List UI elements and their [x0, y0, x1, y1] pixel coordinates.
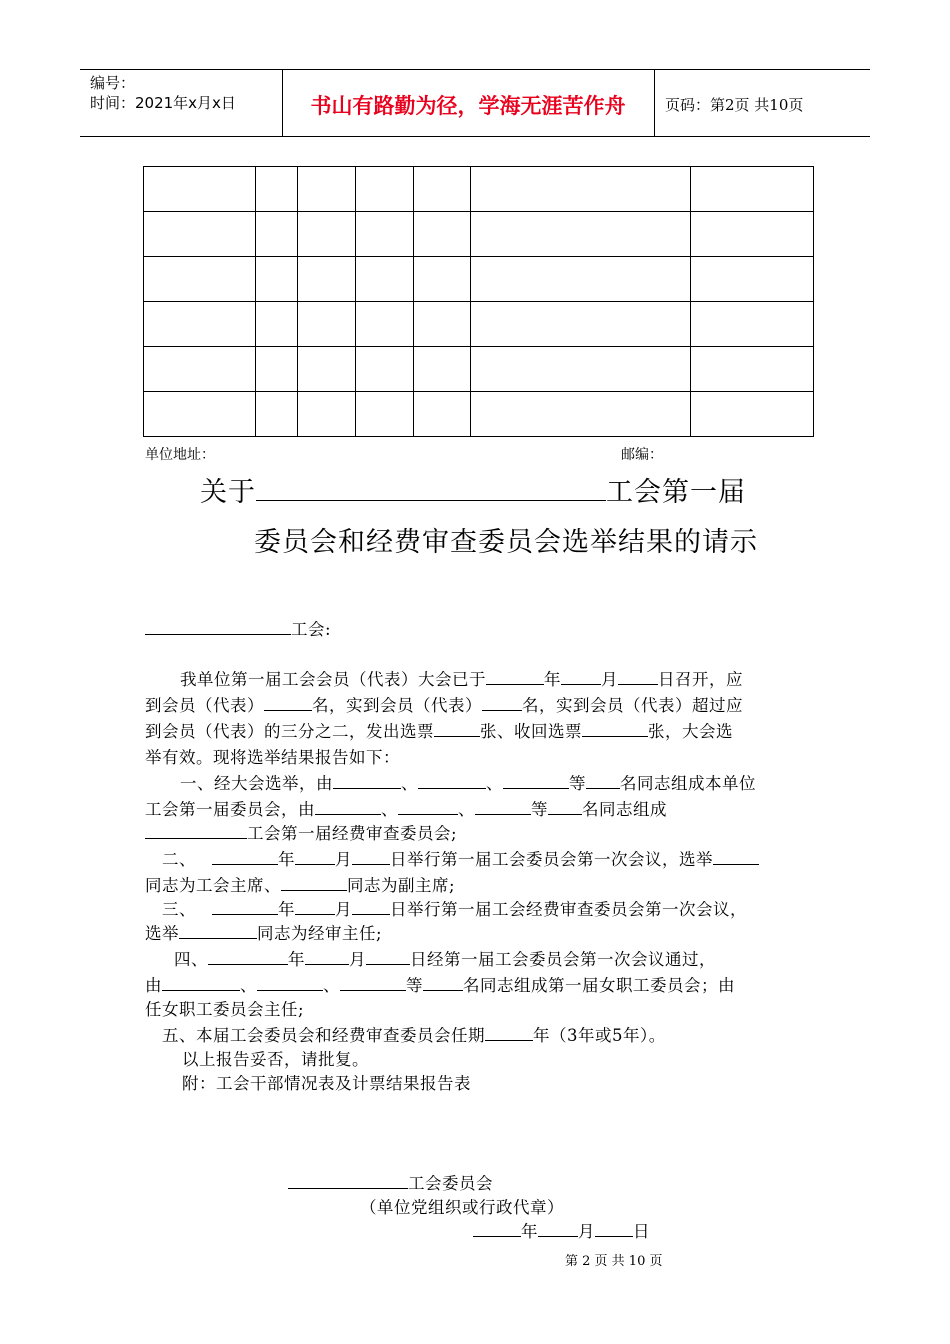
table-cell — [298, 302, 356, 347]
motto: 书山有路勤为径，学海无涯苦作舟 — [310, 93, 626, 118]
table-cell — [471, 167, 691, 212]
table-cell — [256, 212, 298, 257]
title-suffix: 工会第一届 — [606, 477, 746, 508]
header-bottom-rule — [80, 136, 870, 137]
time-label: 时间：2021年x月x日 — [90, 94, 236, 112]
signature-date: 年 月 日 — [473, 1218, 650, 1242]
table-cell — [414, 302, 471, 347]
table-cell — [256, 257, 298, 302]
postcode-label: 邮编： — [621, 447, 663, 463]
table-cell — [691, 167, 814, 212]
item-5: 五、本届工会委员会和经费审查委员会任期 年（3年或5年）。 — [162, 1026, 666, 1045]
item-1-line-1: 一、经大会选举，由 、 、 等 名同志组成本单位 — [180, 774, 756, 793]
table-cell — [691, 212, 814, 257]
item-4-line-1: 四、 年 月 日经第一届工会委员会第一次会议通过， — [174, 950, 716, 969]
table-cell — [356, 212, 414, 257]
table-row — [144, 212, 814, 257]
table-cell — [691, 302, 814, 347]
table-cell — [356, 347, 414, 392]
item-3-line-1: 三、 年 月 日举行第一届工会经费审查委员会第一次会议， — [162, 900, 747, 919]
table-cell — [298, 392, 356, 437]
table-cell — [144, 257, 256, 302]
signature-org: 工会委员会 — [288, 1170, 493, 1194]
table-cell — [691, 392, 814, 437]
table-cell — [144, 167, 256, 212]
item-4-line-3: 任女职工委员会主任; — [145, 1000, 305, 1019]
item-1-line-2: 工会第一届委员会，由 、 、 等 名同志组成 — [145, 800, 667, 819]
item-2-line-2: 同志为工会主席、 同志为副主席; — [145, 876, 456, 895]
item-3-line-2: 选举 同志为经审主任; — [145, 924, 383, 943]
table-cell — [298, 347, 356, 392]
table-cell — [256, 392, 298, 437]
table-cell — [691, 257, 814, 302]
attachment-line: 附：工会干部情况表及计票结果报告表 — [182, 1074, 471, 1093]
table-cell — [471, 392, 691, 437]
table-cell — [414, 257, 471, 302]
body-line-2: 到会员（代表） 名，实到会员（代表） 名，实到会员（代表）超过应 — [145, 696, 743, 715]
salutation-blank — [145, 619, 291, 635]
title-prefix: 关于 — [200, 477, 256, 508]
table-cell — [414, 392, 471, 437]
table-cell — [144, 392, 256, 437]
table-cell — [471, 347, 691, 392]
title-line-2: 委员会和经费审查委员会选举结果的请示 — [254, 527, 758, 558]
table-cell — [471, 302, 691, 347]
item-2-line-1: 二、 年 月 日举行第一届工会委员会第一次会议，选举 — [162, 846, 759, 870]
table-cell — [471, 257, 691, 302]
table-cell — [414, 212, 471, 257]
table-cell — [256, 167, 298, 212]
table-row — [144, 347, 814, 392]
salutation-text: 工会: — [291, 620, 332, 639]
table-cell — [256, 347, 298, 392]
header-divider-right — [654, 69, 655, 136]
body-line-1: 我单位第一届工会会员（代表）大会已于 年 月 日召开，应 — [180, 670, 743, 689]
table-cell — [471, 212, 691, 257]
table-cell — [414, 167, 471, 212]
table-row — [144, 257, 814, 302]
table-cell — [414, 347, 471, 392]
table-row — [144, 302, 814, 347]
address-label: 单位地址： — [145, 447, 215, 463]
page-footer: 第 2 页 共 10 页 — [565, 1254, 663, 1269]
closing-line: 以上报告妥否，请批复。 — [182, 1050, 369, 1069]
table-cell — [298, 167, 356, 212]
title-line-1 — [200, 470, 746, 509]
table-row — [144, 392, 814, 437]
table-cell — [298, 212, 356, 257]
body-line-4: 举有效。现将选举结果报告如下： — [145, 748, 400, 767]
page-info: 页码：第2页 共10页 — [665, 96, 804, 114]
table-cell — [356, 302, 414, 347]
item-4-line-2: 由 、 、 等 名同志组成第一届女职工委员会；由 — [145, 976, 735, 995]
table-cell — [144, 302, 256, 347]
table-cell — [356, 167, 414, 212]
item-1-line-3: 工会第一届经费审查委员会; — [145, 820, 457, 844]
body-line-3: 到会员（代表）的三分之二，发出选票 张、收回选票 张，大会选 — [145, 722, 733, 741]
header-top-rule — [80, 69, 870, 70]
table-cell — [256, 302, 298, 347]
table-cell — [298, 257, 356, 302]
title-union-blank — [256, 478, 606, 501]
table-cell — [356, 392, 414, 437]
number-label: 编号： — [90, 74, 136, 92]
salutation — [145, 616, 331, 640]
table-row — [144, 167, 814, 212]
table-cell — [356, 257, 414, 302]
seal-note: （单位党组织或行政代章） — [360, 1198, 564, 1217]
table-cell — [144, 347, 256, 392]
info-table — [143, 166, 814, 437]
table-cell — [691, 347, 814, 392]
table-cell — [144, 212, 256, 257]
